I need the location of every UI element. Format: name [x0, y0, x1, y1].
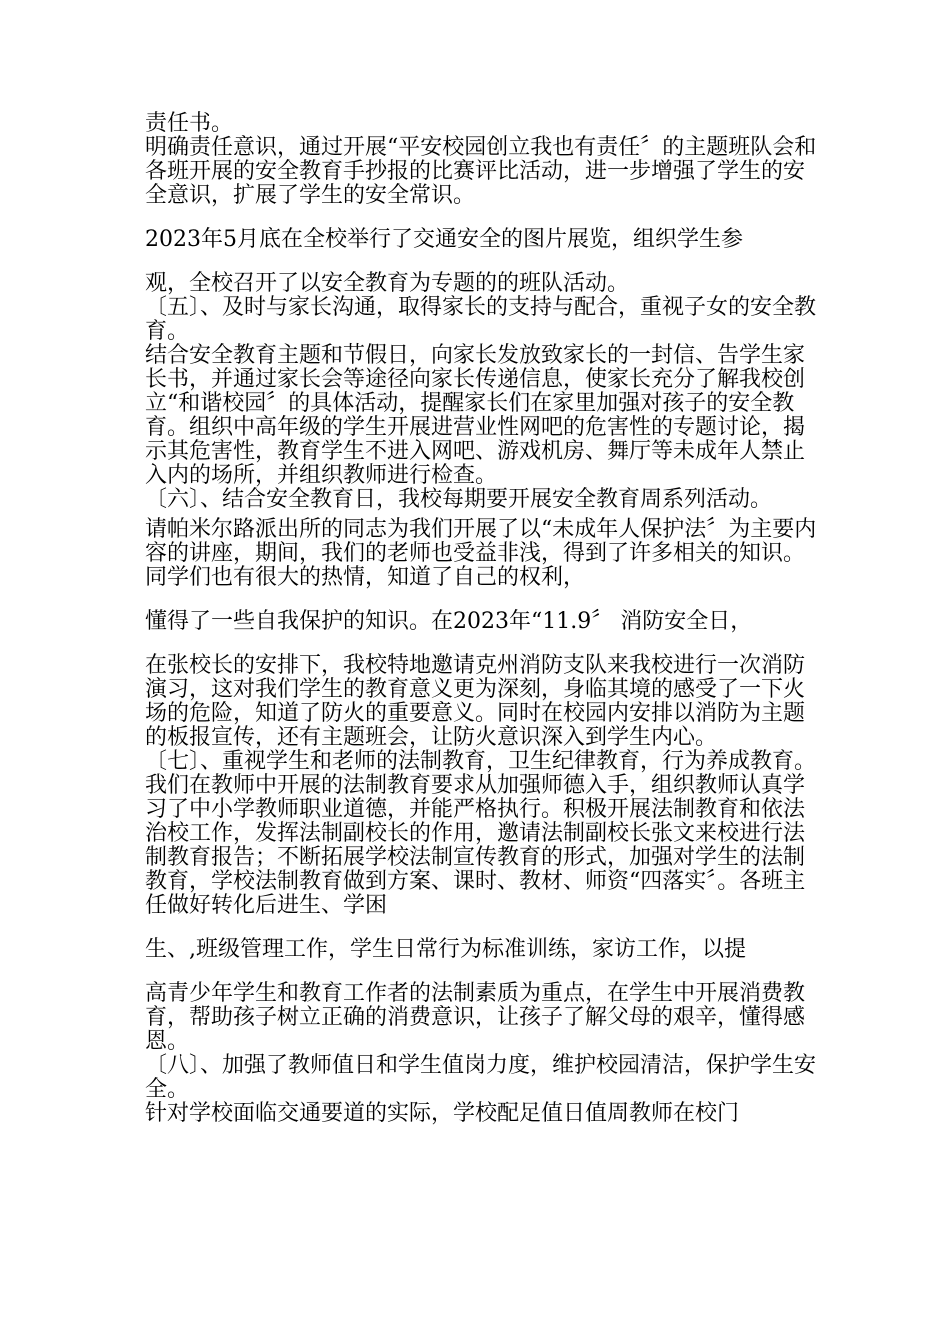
- paragraph-5: 〔五〕、及时与家长沟通，取得家长的支持与配合，重视子女的安全教育。: [145, 295, 817, 344]
- paragraph-8: 请帕米尔路派出所的同志为我们开展了以“未成年人保护法〞为主要内容的讲座，期间，我们的老师也受益非浅，得到了许多相关的知识。同学们也有很大的热情，知道了自己的权利，: [145, 517, 817, 590]
- paragraph-13: 生、,班级管理工作，学生日常行为标准训练，家访工作，以提: [145, 937, 746, 962]
- paragraph-4: 观，全校召开了以安全教育为专题的的班队活动。: [145, 271, 630, 296]
- paragraph-12: 我们在教师中开展的法制教育要求从加强师德入手，组织教师认真学习了中小学教师职业道德，并能严格执行。积极开展法制教育和依法治校工作，发挥法制副校长的作用，邀请法制副校长张文来校进行法制教育报告；不断拓展学校法制宣传教育的形式，加强对学生的法制教育，学校法制教育做到方案、课时、教材、师资“四落实〞。各班主任做好转化后进生、学困: [145, 773, 806, 918]
- paragraph-14: 高青少年学生和教育工作者的法制素质为重点，在学生中开展消费教育，帮助孩子树立正确的消费意识，让孩子了解父母的艰辛，懂得感恩。: [145, 981, 806, 1054]
- paragraph-7: 〔六〕、结合安全教育日，我校每期要开展安全教育周系列活动。: [145, 487, 773, 512]
- paragraph-9: 懂得了一些自我保护的知识。在2023年“11.9〞 消防安全日，: [145, 609, 753, 634]
- document-body: [145, 112, 825, 1126]
- paragraph-11: 〔七〕、重视学生和老师的法制教育，卫生纪律教育，行为养成教育。: [145, 749, 817, 774]
- paragraph-6: 结合安全教育主题和节假日，向家长发放致家长的一封信、告学生家长书，并通过家长会等途径向家长传递信息，使家长充分了解我校创立“和谐校园〞的具体活动，提醒家长们在家里加强对孩子的安全教育。组织中高年级的学生开展进营业性网吧的危害性的专题讨论，揭示其危害性，教育学生不进入网吧、游戏机房、舞厅等未成年人禁止入内的场所，并组织教师进行检查。: [145, 343, 806, 488]
- paragraph-15: 〔八〕、加强了教师值日和学生值岗力度，维护校园清洁，保护学生安全。: [145, 1053, 817, 1102]
- paragraph-1: 责任书。: [145, 111, 234, 136]
- paragraph-2: 明确责任意识，通过开展“平安校园创立我也有责任〞的主题班队会和各班开展的安全教育手抄报的比赛评比活动，进一步增强了学生的安全意识，扩展了学生的安全常识。: [145, 135, 817, 208]
- paragraph-10: 在张校长的安排下，我校特地邀请克州消防支队来我校进行一次消防演习，这对我们学生的教育意义更为深刻，身临其境的感受了一下火场的危险，知道了防火的重要意义。同时在校园内安排以消防为主题的板报宣传，还有主题班会，让防火意识深入到学生内心。: [145, 653, 806, 750]
- paragraph-16: 针对学校面临交通要道的实际，学校配足值日值周教师在校门: [145, 1101, 740, 1126]
- paragraph-3: 2023年5月底在全校举行了交通安全的图片展览，组织学生参: [145, 227, 743, 252]
